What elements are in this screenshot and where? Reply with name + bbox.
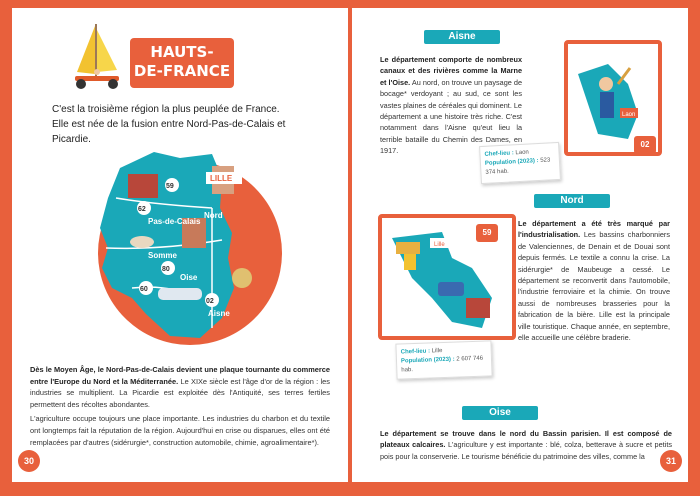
region-title (130, 38, 234, 88)
map-num-02: 02 (206, 298, 214, 305)
aisne-chef-value: Laon (515, 149, 529, 157)
aisne-city-label: Laon (622, 112, 636, 118)
paragraph-1 (30, 364, 330, 410)
intro-line-2: Elle est née de la fusion entre Nord-Pas-de-Calais et Picardie. (52, 119, 286, 145)
tab-aisne: Aisne (424, 30, 500, 44)
map-label-nord: Nord (204, 211, 223, 220)
nord-text (518, 218, 670, 343)
map-label-somme: Somme (148, 251, 177, 260)
tab-oise: Oise (462, 406, 538, 420)
oise-rest: L'agriculture y est importante : blé, colza, betterave à sucre et petits pois pour la conserverie. Le tourisme bénéficie du patrimoine des villes, comme la (380, 440, 672, 461)
aisne-pop-value: 523 374 hab. (485, 157, 551, 176)
nord-bold: Le département a été très marqué par l'industrialisation. (518, 219, 670, 240)
intro-line-1: C'est la troisième région la plus peuplée de France. (52, 104, 280, 115)
map-label-pas-de-calais: Pas-de-Calais (148, 217, 201, 226)
aisne-note (479, 142, 561, 184)
left-body-text (30, 364, 330, 451)
aisne-chef-label: Chef-lieu : (484, 150, 514, 158)
nord-rest: Les bassins charbonniers de Valenciennes, de Denain et de Douai sont depuis fermés. Le textile a connu la crise. La sidérurgie* de Maubeuge a cessé. Le département se reconvertit dans l'automobile, l'industrie ferroviaire et la chimie. On trouve aussi de nombreuses brasseries pour la fabrication de la bière. Lille est la principale ville touristique. Chaque année, en septembre, elle accueille une célèbre braderie. (518, 230, 670, 343)
map-num-59: 59 (166, 183, 174, 190)
title-line-2: DE-FRANCE (133, 62, 231, 80)
paragraph-1-bold: Dès le Moyen Âge, le Nord-Pas-de-Calais devient une plaque tournante du commerce entre l'Europe du Nord et la Méditerranée. (30, 365, 330, 386)
aisne-bold: Le département comporte de nombreux canaux et des rivières comme la Marne et l'Oise. (380, 55, 522, 87)
map-num-62: 62 (138, 206, 146, 213)
aisne-text (380, 54, 522, 157)
map-num-60: 60 (140, 286, 148, 293)
right-page (352, 8, 688, 482)
paragraph-2: L'agriculture occupe toujours une place importante. Les industries du charbon et du textile ont longtemps fait la réputation de la région. Aujourd'hui en crise ou disparues, elles ont été remplacées par d'autres (sidérurgie*, construction automobile, chimie, agroalimentaire*). (30, 414, 330, 447)
nord-badge: 59 (476, 224, 498, 242)
aisne-pop-label: Population (2023) : (484, 158, 539, 167)
aisne-badge: 02 (634, 136, 656, 154)
nord-chef-value: Lille (431, 348, 443, 355)
region-map (62, 138, 312, 348)
map-num-80: 80 (162, 266, 170, 273)
map-label-lille: LILLE (210, 174, 233, 183)
sand-yacht-illustration (67, 22, 127, 92)
oise-bold: Le département se trouve dans le nord du Bassin parisien. Il est composé de plateaux calcaires. (380, 429, 672, 450)
oise-text (380, 428, 672, 462)
aisne-rest: Au nord, on trouve un paysage de bocage* verdoyant ; au sud, ce sont les vastes plaines de céréales qui dominent. Le département a une histoire très riche. C'est notamment dans l'Aisne qu'eut lieu la terrible bataille du Chemin des Dames, en 1917. (380, 77, 523, 156)
left-page (12, 8, 348, 482)
nord-city-label: Lille (434, 242, 445, 248)
nord-note (395, 340, 492, 379)
nord-pop-label: Population (2023) : (400, 356, 455, 365)
nord-pop-value: 2 607 746 hab. (401, 355, 484, 374)
page-number-left: 30 (18, 450, 40, 472)
map-label-aisne: Aisne (208, 309, 230, 318)
nord-chef-label: Chef-lieu : (400, 348, 431, 356)
page-number-right: 31 (660, 450, 682, 472)
paragraph-1-rest: Le XIXe siècle est l'âge d'or de la région : les industries se multiplient. La Picardie est exploitée dès l'Antiquité, ses terres fertiles permettent des récoltes abondantes. (30, 376, 330, 409)
map-label-oise: Oise (180, 273, 198, 282)
tab-nord: Nord (534, 194, 610, 208)
title-line-1: HAUTS- (150, 43, 214, 61)
